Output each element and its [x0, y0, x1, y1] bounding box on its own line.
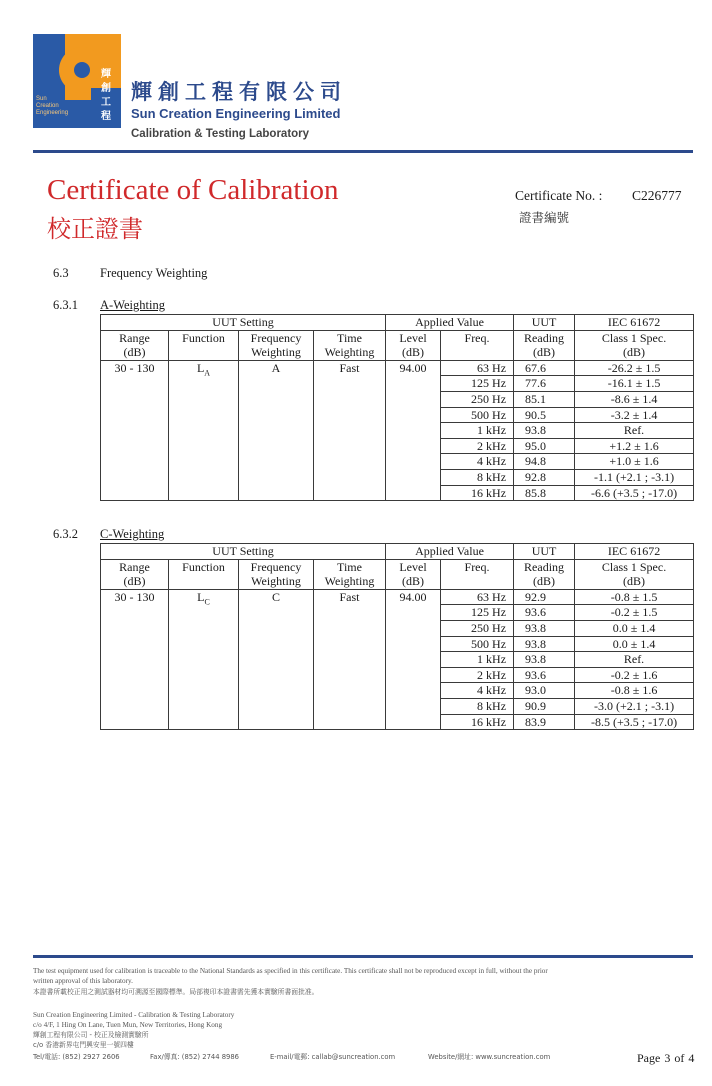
header-line: (dB) — [623, 345, 646, 360]
spec-cell: -26.2 ± 1.5 — [575, 360, 694, 376]
reading-cell: 92.8 — [514, 469, 575, 485]
spec-cell: +1.2 ± 1.6 — [575, 438, 694, 454]
header-line: (dB) — [533, 345, 556, 360]
iec-header: IEC 61672 — [575, 544, 694, 560]
certificate-number-label: Certificate No. : — [515, 188, 603, 203]
applied-value-header: Applied Value — [386, 544, 514, 560]
spec-cell: -0.2 ± 1.6 — [575, 667, 694, 683]
reading-cell: 85.1 — [514, 391, 575, 407]
header-divider — [33, 150, 693, 153]
company-name-chinese: 輝創工程有限公司 — [131, 80, 347, 104]
header-line: Time — [337, 559, 362, 574]
freq-cell: 125 Hz — [441, 605, 514, 621]
function-header — [169, 559, 239, 589]
section-number: 6.3 — [53, 266, 69, 280]
range-value: 30 - 130 — [101, 360, 169, 500]
logo-en-line: Creation — [36, 103, 59, 109]
header-line: (dB) — [623, 574, 646, 589]
reading-cell: 77.6 — [514, 376, 575, 392]
header-line: Range — [119, 559, 150, 574]
function-value — [169, 589, 239, 729]
freq-cell: 125 Hz — [441, 376, 514, 392]
page-current: 3 — [664, 1051, 671, 1065]
reading-header — [514, 330, 575, 360]
header-line: Class 1 Spec. — [601, 559, 667, 574]
freq-header — [441, 330, 514, 360]
class-spec-header — [575, 330, 694, 360]
certificate-title: Certificate of Calibration — [47, 174, 339, 206]
level-header — [386, 559, 441, 589]
subsection-title: C-Weighting — [100, 527, 165, 541]
freq-cell: 1 kHz — [441, 652, 514, 668]
freq-cell: 2 kHz — [441, 667, 514, 683]
freq-cell: 8 kHz — [441, 698, 514, 714]
freq-cell: 16 kHz — [441, 714, 514, 730]
freq-cell: 8 kHz — [441, 469, 514, 485]
freq-cell: 250 Hz — [441, 620, 514, 636]
reading-cell: 90.5 — [514, 407, 575, 423]
level-value: 94.00 — [386, 360, 441, 500]
footer-divider — [33, 955, 693, 958]
footer-email: E-mail/電郵: callab@suncreation.com — [270, 1053, 396, 1061]
certificate-title-chinese: 校正證書 — [47, 215, 143, 243]
subsection-number: 6.3.1 — [53, 298, 78, 312]
logo-en-line: Sun — [36, 96, 47, 102]
header-line: Reading — [524, 330, 565, 345]
reading-cell: 93.8 — [514, 652, 575, 668]
page-number — [637, 1051, 698, 1066]
time-weighting-value: Fast — [314, 589, 386, 729]
frequency-weighting-value: C — [239, 589, 314, 729]
logo-english-text — [36, 96, 90, 117]
level-value: 94.00 — [386, 589, 441, 729]
time-weighting-header — [314, 559, 386, 589]
reading-cell: 93.8 — [514, 636, 575, 652]
freq-cell: 250 Hz — [441, 391, 514, 407]
header-line: (dB) — [123, 574, 146, 589]
footer-notice-en: The test equipment used for calibration is traceable to the National Standards as specified in this certificate. This certificate shall not be reproduced except in full, without the prior — [33, 967, 548, 975]
spec-cell: -8.6 ± 1.4 — [575, 391, 694, 407]
reading-header — [514, 559, 575, 589]
freq-cell: 1 kHz — [441, 423, 514, 439]
spec-cell: Ref. — [575, 423, 694, 439]
function-symbol: L — [196, 360, 205, 375]
header-line: Freq. — [464, 559, 490, 574]
header-line: Reading — [524, 559, 565, 574]
freq-header — [441, 559, 514, 589]
spec-cell: -0.2 ± 1.5 — [575, 605, 694, 621]
calibration-table-a-weighting — [100, 314, 694, 501]
reading-cell: 83.9 — [514, 714, 575, 730]
reading-cell: 93.8 — [514, 423, 575, 439]
subsection-title: A-Weighting — [100, 298, 165, 312]
footer-notice-cn: 本證書所載校正用之測試器材均可溯源至國際標準。局部複印本證書需先獲本實驗所書面批准。 — [33, 988, 319, 996]
header-line: (dB) — [123, 345, 146, 360]
freq-cell: 2 kHz — [441, 438, 514, 454]
header-line: Level — [399, 330, 427, 345]
applied-value-header: Applied Value — [386, 315, 514, 331]
reading-cell: 93.8 — [514, 620, 575, 636]
certificate-number-label-chinese: 證書編號 — [519, 210, 570, 225]
spec-cell: -16.1 ± 1.5 — [575, 376, 694, 392]
company-logo — [33, 34, 121, 128]
range-value: 30 - 130 — [101, 589, 169, 729]
reading-cell: 94.8 — [514, 454, 575, 470]
spec-cell: -0.8 ± 1.5 — [575, 589, 694, 605]
header-line: (dB) — [402, 574, 425, 589]
header-line: Class 1 Spec. — [601, 330, 667, 345]
frequency-weighting-header — [239, 330, 314, 360]
frequency-weighting-value: A — [239, 360, 314, 500]
spec-cell: -6.6 (+3.5 ; -17.0) — [575, 485, 694, 501]
page-label: Page — [637, 1051, 661, 1065]
uut-header: UUT — [514, 315, 575, 331]
header-line: (dB) — [402, 345, 425, 360]
freq-cell: 4 kHz — [441, 683, 514, 699]
time-weighting-value: Fast — [314, 360, 386, 500]
reading-cell: 93.6 — [514, 667, 575, 683]
freq-cell: 4 kHz — [441, 454, 514, 470]
uut-setting-header: UUT Setting — [101, 544, 386, 560]
level-header — [386, 330, 441, 360]
range-header — [101, 330, 169, 360]
function-header — [169, 330, 239, 360]
spec-cell: -0.8 ± 1.6 — [575, 683, 694, 699]
range-header — [101, 559, 169, 589]
freq-cell: 500 Hz — [441, 407, 514, 423]
footer-address: Sun Creation Engineering Limited - Calibration & Testing Laboratory — [33, 1011, 235, 1019]
footer-tel: Tel/電話: (852) 2927 2606 — [33, 1053, 120, 1061]
footer-website: Website/網址: www.suncreation.com — [428, 1053, 551, 1061]
header-line: Frequency — [250, 330, 302, 345]
footer-notice-en: written approval of this laboratory. — [33, 977, 133, 985]
function-symbol: L — [197, 589, 205, 604]
footer-address-cn: c/o 香港新界屯門興安里一號四樓 — [33, 1041, 134, 1049]
page-of: of — [674, 1051, 685, 1065]
function-subscript: A — [204, 368, 211, 378]
header-line: Function — [182, 330, 225, 345]
header-line: Weighting — [251, 345, 301, 360]
logo-notch — [74, 62, 90, 78]
reading-cell: 93.6 — [514, 605, 575, 621]
logo-en-line: Engineering — [36, 110, 69, 116]
reading-cell: 90.9 — [514, 698, 575, 714]
reading-cell: 93.0 — [514, 683, 575, 699]
company-name-english: Sun Creation Engineering Limited — [131, 106, 341, 121]
reading-cell: 85.8 — [514, 485, 575, 501]
company-subtitle: Calibration & Testing Laboratory — [131, 128, 310, 140]
header-line: Weighting — [324, 345, 375, 360]
footer-fax: Fax/傳真: (852) 2744 8986 — [150, 1053, 239, 1061]
footer-address: c/o 4/F, 1 Hing On Lane, Tuen Mun, New Territories, Hong Kong — [33, 1021, 223, 1029]
calibration-table-c-weighting — [100, 543, 694, 730]
spec-cell: -1.1 (+2.1 ; -3.1) — [575, 469, 694, 485]
header-line: Level — [399, 559, 427, 574]
header-line: Frequency — [250, 559, 302, 574]
spec-cell: 0.0 ± 1.4 — [575, 620, 694, 636]
logo-chinese-text: 輝創工程 — [101, 69, 111, 122]
reading-cell: 67.6 — [514, 360, 575, 376]
uut-header: UUT — [514, 544, 575, 560]
footer-address-cn: 輝創工程有限公司 - 校正及檢測實驗所 — [33, 1031, 149, 1039]
freq-cell: 63 Hz — [441, 360, 514, 376]
time-weighting-header — [314, 330, 386, 360]
freq-cell: 16 kHz — [441, 485, 514, 501]
header-line: Weighting — [251, 574, 301, 589]
spec-cell: Ref. — [575, 652, 694, 668]
spec-cell: -3.2 ± 1.4 — [575, 407, 694, 423]
iec-header: IEC 61672 — [575, 315, 694, 331]
spec-cell: 0.0 ± 1.4 — [575, 636, 694, 652]
page-total: 4 — [688, 1051, 695, 1065]
spec-cell: -8.5 (+3.5 ; -17.0) — [575, 714, 694, 730]
header-line: Weighting — [324, 574, 375, 589]
uut-setting-header: UUT Setting — [101, 315, 386, 331]
certificate-number: C226777 — [632, 188, 682, 203]
header-line: Function — [182, 559, 225, 574]
header-line: Range — [119, 330, 150, 345]
header-line: (dB) — [533, 574, 556, 589]
header-line: Freq. — [464, 330, 490, 345]
subsection-number: 6.3.2 — [53, 527, 78, 541]
header-line: Time — [337, 330, 362, 345]
spec-cell: +1.0 ± 1.6 — [575, 454, 694, 470]
reading-cell: 92.9 — [514, 589, 575, 605]
class-spec-header — [575, 559, 694, 589]
freq-cell: 63 Hz — [441, 589, 514, 605]
reading-cell: 95.0 — [514, 438, 575, 454]
function-subscript: C — [204, 597, 210, 607]
function-value — [169, 360, 239, 500]
section-title: Frequency Weighting — [100, 266, 208, 280]
spec-cell: -3.0 (+2.1 ; -3.1) — [575, 698, 694, 714]
frequency-weighting-header — [239, 559, 314, 589]
freq-cell: 500 Hz — [441, 636, 514, 652]
